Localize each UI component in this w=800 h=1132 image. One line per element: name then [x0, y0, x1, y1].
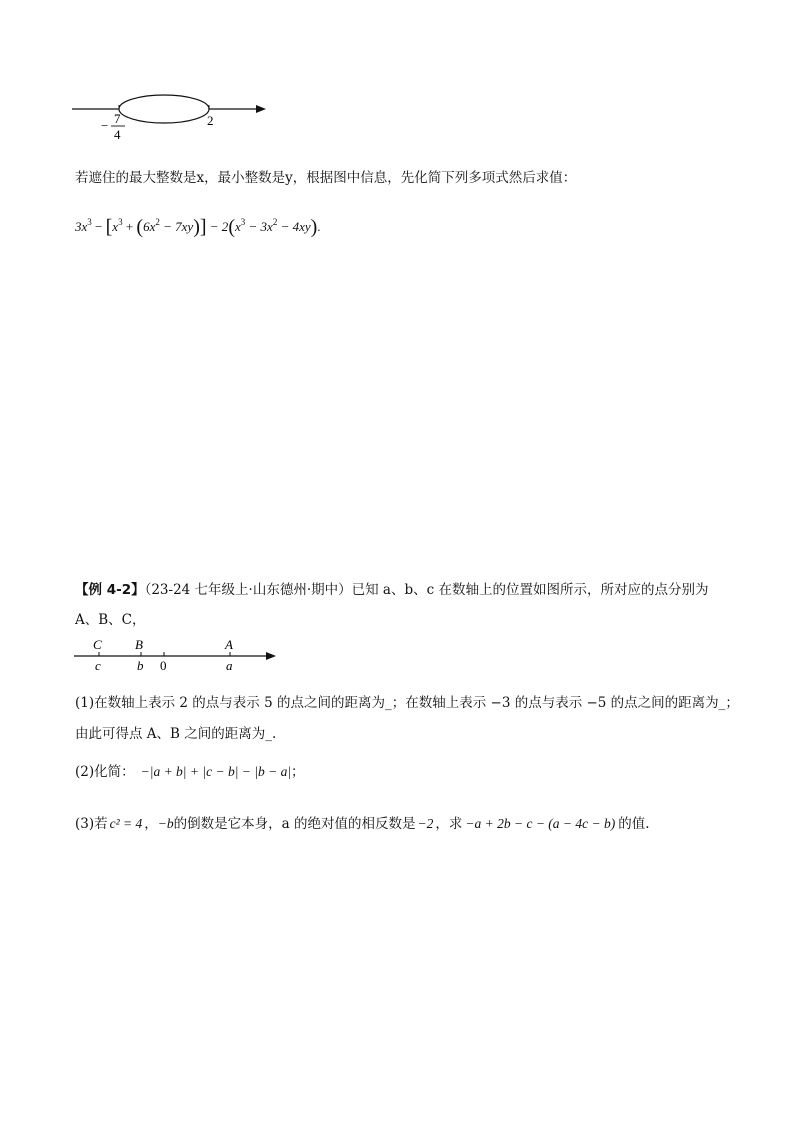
question-3-mid-1: ， [144, 816, 158, 832]
exponent: 2 [155, 217, 160, 227]
exponent: 3 [118, 217, 123, 227]
expr-part: − [91, 219, 106, 234]
bracket-close: ] [199, 216, 207, 238]
problem1-expression [75, 212, 321, 237]
paren-close: ) [310, 216, 318, 238]
question-3-mid-3: ，求 [435, 816, 463, 832]
question-3-condition-2: −b [157, 816, 174, 831]
number-line-figure-1 [60, 88, 280, 148]
example-header [75, 580, 708, 600]
question-1-line2: 由此可得点 A、B 之间的距离为_. [75, 726, 277, 742]
example-label: 【例 4-2】 [75, 582, 145, 598]
exponent: 2 [272, 217, 278, 227]
expr-part: x [234, 219, 241, 234]
question-3-prefix: (3)若 [75, 816, 108, 832]
tick-label-left-den: 4 [114, 127, 121, 142]
question-3-expression: −a + 2b − c − (a − 4c − b) [465, 816, 616, 831]
value-label-0: 0 [160, 658, 167, 673]
question-3-condition-1: c² = 4 [109, 816, 143, 831]
exponent: 3 [87, 217, 92, 227]
example-source: （23-24 七年级上·山东德州·期中）已知 a、b、c 在数轴上的位置如图所示，所对应的点分别为 [144, 582, 709, 598]
point-label-B: B [135, 637, 143, 652]
expr-part: − 3x [245, 219, 273, 234]
expr-part: − 2 [206, 219, 229, 234]
tick-label-right: 2 [207, 113, 214, 128]
paren-close: ) [193, 216, 200, 238]
expr-part: x [112, 219, 119, 234]
question-2-prefix: (2)化简： [75, 764, 135, 780]
question-2-suffix: ； [291, 764, 305, 780]
point-label-A: A [225, 637, 233, 652]
expr-part: − 4xy [277, 219, 311, 234]
tick-label-left-sign: − [101, 118, 109, 133]
expr-part: + [122, 219, 137, 234]
expr-part: − 7xy [159, 219, 194, 234]
question-1-line1: (1)在数轴上表示 2 的点与表示 5 的点之间的距离为_；在数轴上表示 −3 的点与表示 −5 的点之间的距离为_； [75, 695, 739, 711]
point-label-C: C [93, 637, 102, 652]
tick-label-left-num: 7 [114, 111, 121, 126]
exponent: 3 [240, 217, 246, 227]
example-header-line2: A、B、C， [75, 612, 146, 628]
axis-arrow [266, 652, 276, 660]
value-label-c: c [95, 658, 101, 673]
bracket-open: [ [105, 216, 113, 238]
question-2-expression: −|a + b| + |c − b| − |b − a| [140, 764, 292, 779]
question-3-condition-3: −2 [417, 816, 434, 831]
value-label-a: a [226, 658, 233, 673]
expr-part: 3x [75, 219, 88, 234]
number-line-figure-2 [70, 636, 285, 674]
expr-part: 6x [143, 219, 156, 234]
paren-open: ( [228, 216, 235, 238]
paren-open: ( [136, 216, 144, 238]
period: . [317, 219, 321, 234]
value-label-b: b [137, 658, 144, 673]
question-2 [75, 762, 305, 782]
covering-ellipse [119, 95, 209, 123]
question-3-suffix: 的值. [618, 816, 650, 832]
axis-arrow [256, 105, 266, 113]
problem1-statement: 若遮住的最大整数是x，最小整数是y，根据图中信息，先化简下列多项式然后求值： [75, 170, 577, 186]
question-3-mid-2: 的倒数是它本身，a 的绝对值的相反数是 [173, 816, 416, 832]
question-3 [75, 814, 650, 834]
